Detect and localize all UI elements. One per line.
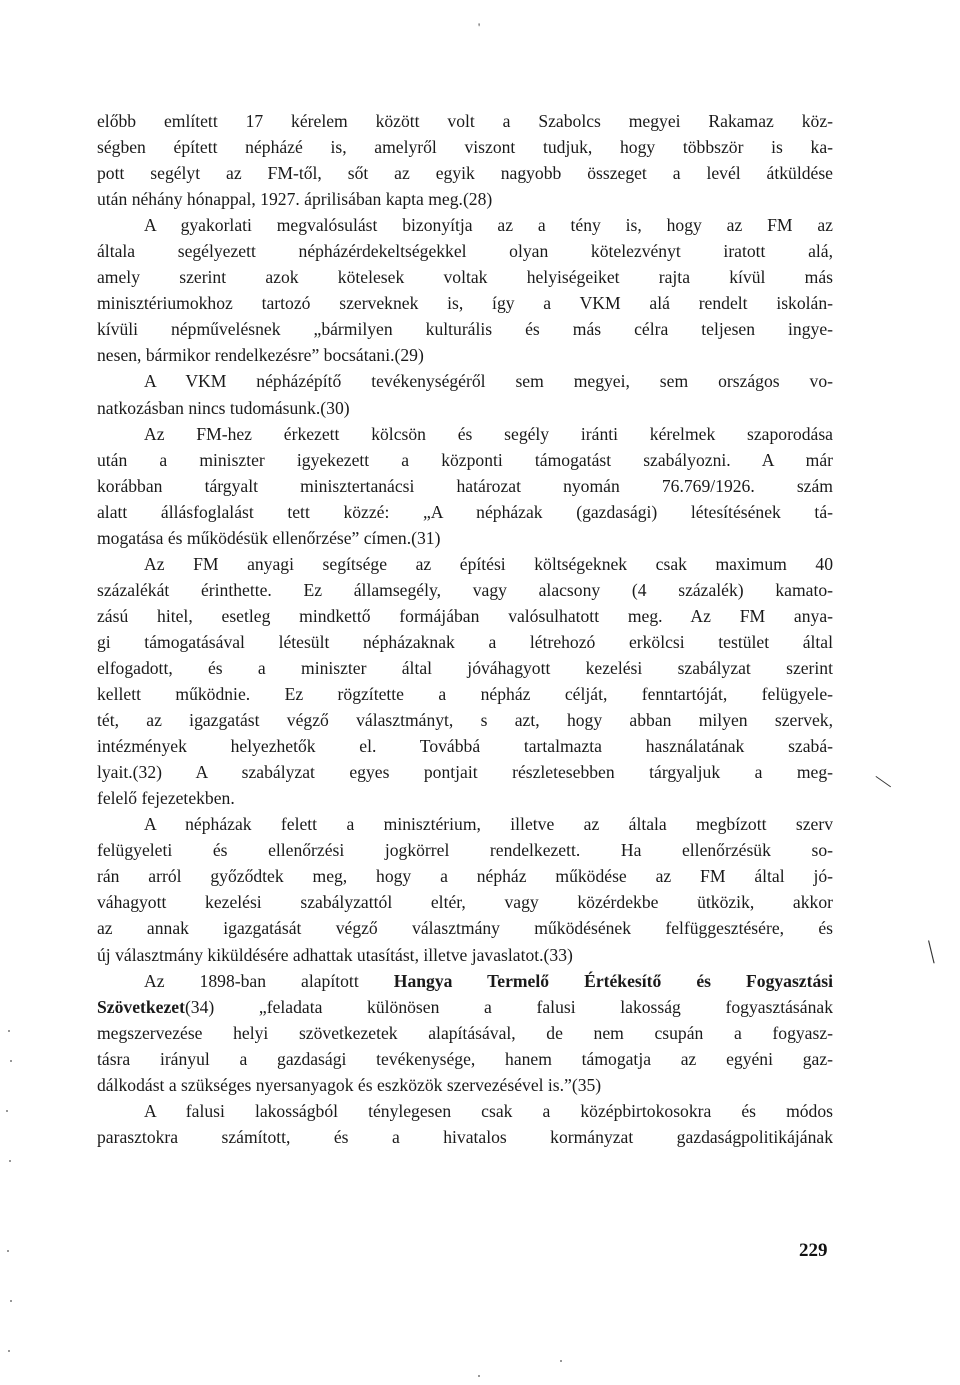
- scan-mark: \: [928, 934, 935, 971]
- text-line: megszervezése helyi szövetkezetek alapításával, de nem csupán a fogyasz-: [97, 1022, 833, 1043]
- text-line: Az FM-hez érkezett kölcsön és segély iránti kérelmek szaporodása: [144, 423, 833, 444]
- text-line: A népházak felett a minisztérium, illetve az általa megbízott szerv: [144, 814, 833, 835]
- text-line: új választmány kiküldésére adhattak utasítást, illetve javaslatot.(33): [97, 944, 573, 965]
- text-line: amely szerint azok kötelesek voltak helyiségeiket rajta kívül más: [97, 267, 833, 288]
- text-line: natkozásban nincs tudomásunk.(30): [97, 397, 350, 418]
- text-line: tét, az igazgatást végző választmányt, s azt, hogy abban milyen szervek,: [97, 710, 833, 731]
- text-line: váhagyott kezelési szabályzattól eltér, vagy közérdekbe ütközik, akkor: [97, 892, 833, 913]
- text-line: parasztokra számított, és a hivatalos kormányzat gazdaságpolitikájának: [97, 1126, 833, 1147]
- text-line: A falusi lakosságból ténylegesen csak a középbirtokosokra és módos: [144, 1100, 833, 1121]
- text-line: gi támogatásával létesült népházaknak a létrehozó erkölcsi testület által: [97, 631, 833, 652]
- scan-speck: [6, 1110, 8, 1112]
- scan-speck: [478, 1375, 480, 1377]
- scan-speck: [560, 1360, 562, 1362]
- scan-mark: —: [871, 766, 898, 794]
- scan-mark: ': [478, 20, 481, 34]
- text-line: lyait.(32) A szabályzat egyes pontjait részletesebben tárgyaljuk a meg-: [97, 762, 833, 783]
- text-line: minisztériumokhoz tartozó szerveknek is, így a VKM alá rendelt iskolán-: [97, 293, 833, 314]
- text-segment: Az 1898-ban alapított: [144, 970, 394, 991]
- text-line: tásra irányul a gazdasági tevékenysége, hanem támogatja az egyéni gaz-: [97, 1048, 833, 1069]
- page-number: 229: [799, 1240, 828, 1261]
- text-line: százalékát érinthette. Ez államsegély, vagy alacsony (4 százalék) kamato-: [97, 579, 833, 600]
- text-line: után néhány hónappal, 1927. áprilisában kapta meg.(28): [97, 189, 493, 210]
- scan-speck: [9, 1160, 11, 1162]
- scan-speck: [7, 1250, 9, 1252]
- text-line: rán arról győződtek meg, hogy a népház működése az FM által jó-: [97, 866, 833, 887]
- text-line: előbb említett 17 kérelem között volt a Szabolcs megyei Rakamaz köz-: [97, 111, 833, 131]
- text-line: A gyakorlati megvalósulást bizonyítja az a tény is, hogy az FM az: [144, 215, 833, 236]
- text-line: után a miniszter igyekezett a központi támogatást szabályozni. A már: [97, 449, 833, 470]
- text-line: felelő fejezetekben.: [97, 788, 235, 809]
- text-line: pott segélyt az FM-től, sőt az egyik nagyobb összeget a levél átküldése: [97, 163, 833, 184]
- document-page: [97, 108, 833, 1150]
- text-line: az annak igazgatását végző választmány működésének felfüggesztésére, és: [97, 918, 833, 939]
- bold-organization-name: Hangya Termelő Értékesítő és Fogyasztási: [393, 970, 833, 991]
- text-line: A VKM népházépítő tevékenységéről sem megyei, sem országos vo-: [144, 371, 833, 392]
- text-line: ségben épített népházé is, amelyről viszont tudjuk, hogy többször is ka-: [97, 137, 833, 158]
- body-text: [97, 108, 833, 1150]
- text-line: zású hitel, esetleg mindkettő formájában valósulhatott meg. Az FM anya-: [97, 605, 833, 626]
- bold-organization-name: Szövetkezet: [97, 996, 185, 1017]
- text-line: Az FM anyagi segítsége az építési költségeknek csak maximum 40: [144, 553, 833, 574]
- text-line: általa segélyezett népházérdekeltségekkel olyan kötelezvényt iratott alá,: [97, 241, 833, 262]
- text-line: korábban tárgyalt minisztertanácsi határozat nyomán 76.769/1926. szám: [97, 475, 833, 496]
- text-line: intézmények helyezhetők el. Továbbá tartalmazta használatának szabá-: [97, 736, 833, 757]
- text-line: [97, 968, 833, 994]
- text-line: dálkodást a szükséges nyersanyagok és eszközök szervezésével is.”(35): [97, 1074, 602, 1095]
- scan-speck: [10, 1060, 12, 1062]
- scan-speck: [8, 1350, 10, 1352]
- text-line: mogatása és működésük ellenőrzése” címen.(31): [97, 527, 441, 548]
- text-line: alatt állásfoglalást tett közzé: „A népházak (gazdasági) létesítésének tá-: [97, 501, 833, 522]
- scan-speck: [8, 1030, 10, 1032]
- text-line: [97, 994, 833, 1020]
- text-line: kellett működnie. Ez rögzítette a népház célját, fenntartóját, felügyele-: [97, 684, 833, 705]
- text-line: felügyeleti és ellenőrzési jogkörrel rendelkezett. Ha ellenőrzésük so-: [97, 840, 833, 861]
- text-line: nesen, bármikor rendelkezésre” bocsátani.(29): [97, 345, 424, 366]
- text-segment: (34) „feladata különösen a falusi lakosság fogyasztásának: [184, 996, 833, 1017]
- text-line: kívüli népművelésnek „bármilyen kulturális és más célra teljesen ingye-: [97, 319, 833, 340]
- scan-speck: [10, 1300, 12, 1302]
- text-line: elfogadott, és a miniszter által jóváhagyott kezelési szabályzat szerint: [97, 657, 833, 678]
